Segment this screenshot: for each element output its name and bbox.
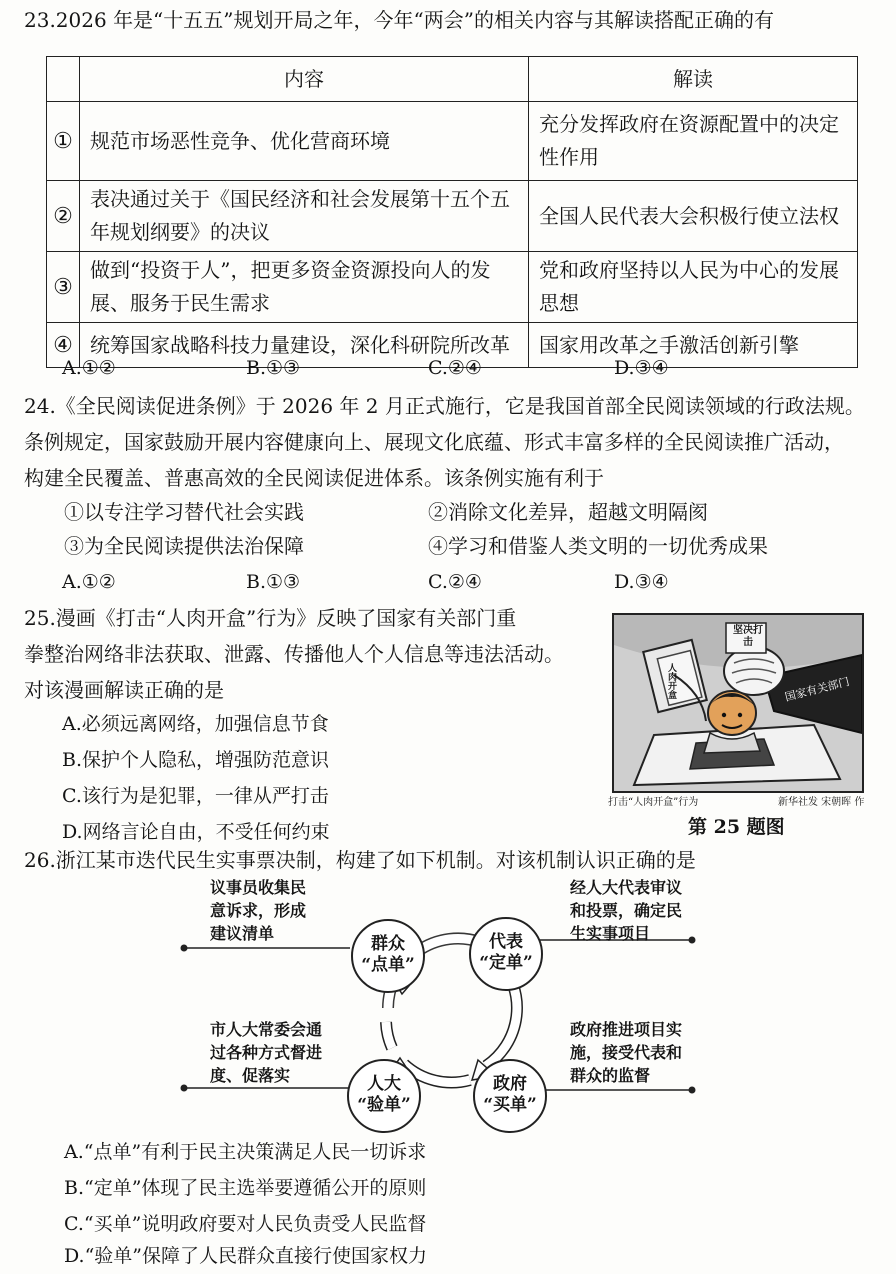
q25-line-2: 拳整治网络非法获取、泄露、传播他人个人信息等违法活动。 <box>24 642 564 666</box>
node-label-dian: 群众 “点单” <box>361 934 415 975</box>
table-header-interp: 解读 <box>529 57 858 102</box>
row-num: ① <box>47 102 80 181</box>
q24-option-b[interactable]: B.①③ <box>246 571 301 593</box>
q24-line-1: 24.《全民阅读促进条例》于 2026 年 2 月正式施行，它是我国首部全民阅读领域的行政法规。 <box>24 394 865 418</box>
row-interp: 国家用改革之手激活创新引擎 <box>529 323 858 368</box>
q26-stem: 26.浙江某市迭代民生实事票决制，构建了如下机制。对该机制认识正确的是 <box>24 848 696 872</box>
q25-line-1: 25.漫画《打击“人肉开盒”行为》反映了国家有关部门重 <box>24 606 517 630</box>
table-row <box>47 102 858 181</box>
row-content: 做到“投资于人”，把更多资金资源投向人的发展、服务于民生需求 <box>80 252 529 323</box>
row-content: 规范市场恶性竞争、优化营商环境 <box>80 102 529 181</box>
cartoon-sign: 坚决打击 <box>733 625 763 648</box>
cartoon-caption-left: 打击“人肉开盒”行为 <box>608 797 699 808</box>
q25-line-3: 对该漫画解读正确的是 <box>24 678 224 702</box>
row-num: ③ <box>47 252 80 323</box>
q23-table <box>46 56 858 368</box>
q25-option-b[interactable]: B.保护个人隐私，增强防范意识 <box>62 749 330 771</box>
mechanism-diagram <box>180 876 710 1138</box>
row-interp: 充分发挥政府在资源配置中的决定性作用 <box>529 102 858 181</box>
q24-line-2: 条例规定，国家鼓励开展内容健康向上、展现文化底蕴、形式丰富多样的全民阅读推广活动， <box>24 430 844 454</box>
q26-option-b[interactable]: B.“定单”体现了民主选举要遵循公开的原则 <box>64 1177 427 1199</box>
q23-stem: 23.2026 年是“十五五”规划开局之年，今年“两会”的相关内容与其解读搭配正确的有 <box>24 8 774 32</box>
node-label-mai: 政府 “买单” <box>483 1074 537 1115</box>
q24-option-d[interactable]: D.③④ <box>614 571 669 593</box>
q24-item-4: ④学习和借鉴人类文明的一切优秀成果 <box>428 534 768 558</box>
q25-option-d[interactable]: D.网络言论自由，不受任何约束 <box>62 821 330 843</box>
q25-option-a[interactable]: A.必须远离网络，加强信息节食 <box>62 713 329 735</box>
node-label-ding: 代表 “定单” <box>479 932 533 973</box>
node-desc-mai: 政府推进项目实 施，接受代表和 群众的监督 <box>570 1020 683 1085</box>
row-num: ② <box>47 181 80 252</box>
table-row <box>47 181 858 252</box>
cartoon-folder-label: 人肉开盒 <box>668 664 678 701</box>
cartoon-sleeve-label: 国家有关部门 <box>783 675 851 704</box>
q24-line-3: 构建全民覆盖、普惠高效的全民阅读促进体系。该条例实施有利于 <box>24 466 604 490</box>
q23-option-a[interactable]: A.①② <box>62 357 116 379</box>
node-desc-ding: 经人大代表审议 和投票，确定民 生实事项目 <box>570 878 683 943</box>
cartoon-image <box>612 613 864 793</box>
node-desc-dian: 议事员收集民 意诉求，形成 建议清单 <box>210 878 307 943</box>
q26-option-d[interactable]: D.“验单”保障了人民群众直接行使国家权力 <box>64 1245 428 1267</box>
node-desc-yan: 市人大常委会通 过各种方式督进 度、促落实 <box>210 1020 323 1085</box>
row-num: ④ <box>47 323 80 368</box>
q24-item-2: ②消除文化差异，超越文明隔阂 <box>428 500 708 524</box>
q26-option-a[interactable]: A.“点单”有利于民主决策满足人民一切诉求 <box>64 1141 427 1163</box>
row-content: 表决通过关于《国民经济和社会发展第十五个五年规划纲要》的决议 <box>80 181 529 252</box>
table-header-num <box>47 57 80 102</box>
q24-option-a[interactable]: A.①② <box>62 571 116 593</box>
q23-option-c[interactable]: C.②④ <box>428 357 482 379</box>
q26-option-c[interactable]: C.“买单”说明政府要对人民负责受人民监督 <box>64 1213 427 1235</box>
table-header-content: 内容 <box>80 57 529 102</box>
q24-item-3: ③为全民阅读提供法治保障 <box>64 534 304 558</box>
row-interp: 党和政府坚持以人民为中心的发展思想 <box>529 252 858 323</box>
cartoon-caption-right: 新华社发 宋朝晖 作 <box>778 797 865 808</box>
row-content: 统筹国家战略科技力量建设，深化科研院所改革 <box>80 323 529 368</box>
q23-option-b[interactable]: B.①③ <box>246 357 301 379</box>
figure-title: 第 25 题图 <box>688 816 785 838</box>
q25-option-c[interactable]: C.该行为是犯罪，一律从严打击 <box>62 785 329 807</box>
q24-option-c[interactable]: C.②④ <box>428 571 482 593</box>
table-row <box>47 252 858 323</box>
q23-option-d[interactable]: D.③④ <box>614 357 669 379</box>
node-label-yan: 人大 “验单” <box>357 1074 411 1115</box>
q24-item-1: ①以专注学习替代社会实践 <box>64 500 304 524</box>
row-interp: 全国人民代表大会积极行使立法权 <box>529 181 858 252</box>
